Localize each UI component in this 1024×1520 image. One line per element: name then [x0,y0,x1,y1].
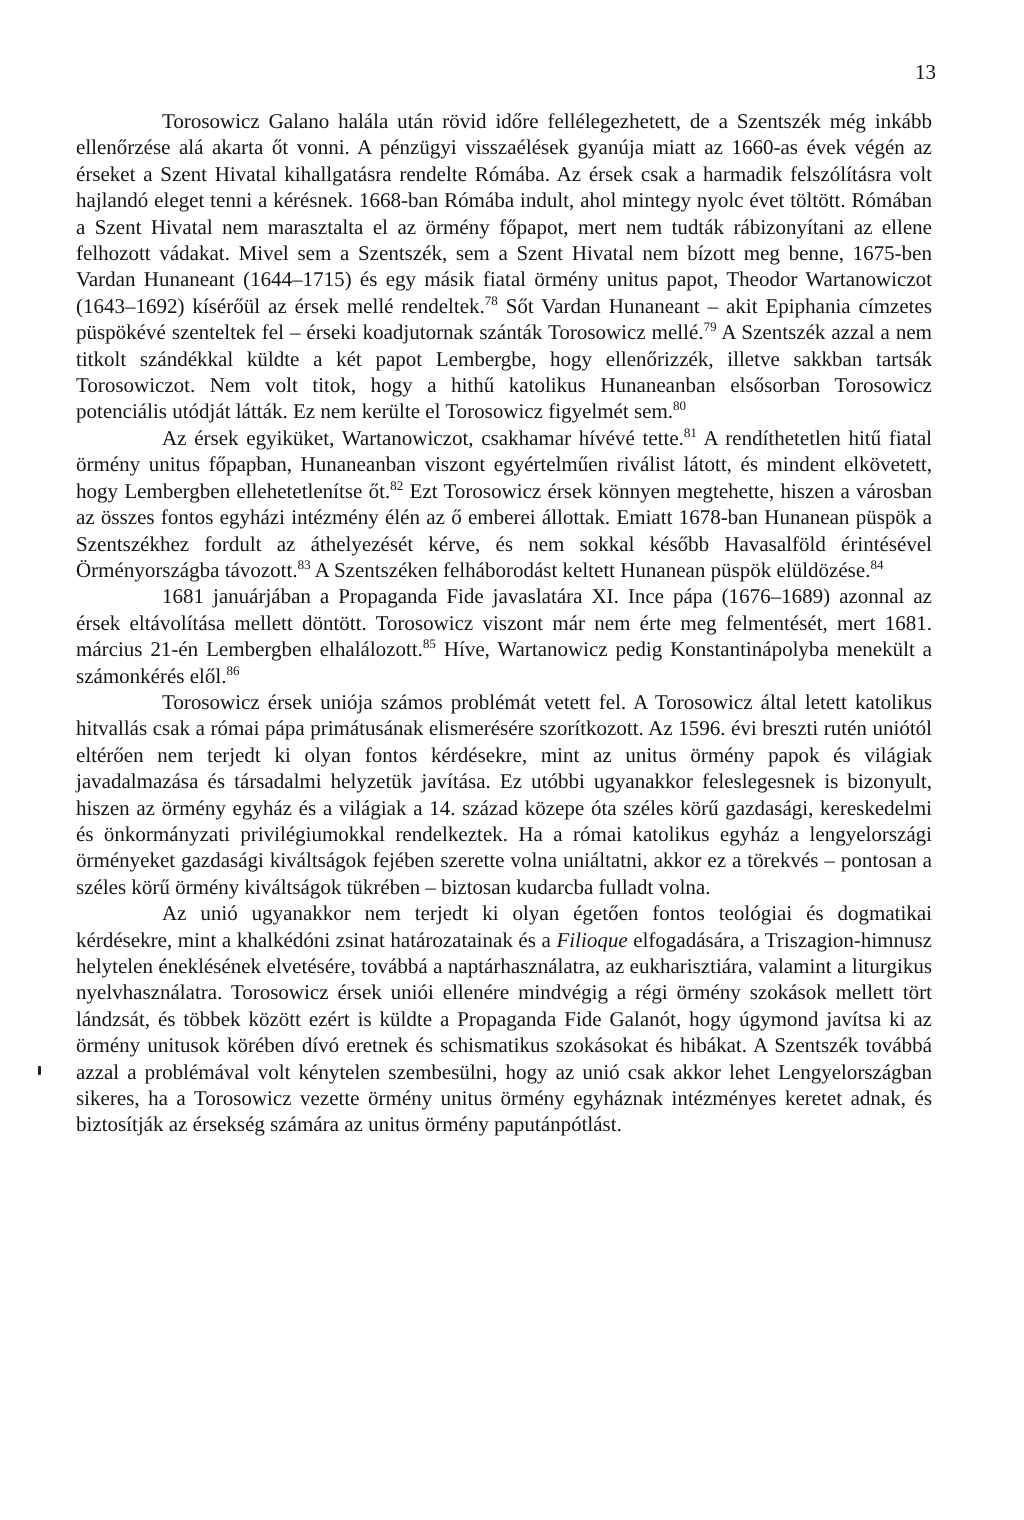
footnote-ref: 83 [297,556,311,572]
text-run: Ezt Torosowicz érsek könnyen megtehette, hiszen a városban az összes fontos egyházi intézmény élén az ő emberei állottak. Emiatt 1678-ban Hunanean püspök a Szentszékhez fordult az áthelyezését kérve, és nem sokkal később Havasalföld érintésével Örményországba távozott. [76,478,932,582]
paragraph [76,583,932,689]
text-run: Az unió ugyanakkor nem terjedt ki olyan égetően fontos teológiai és dogmatikai kérdésekre, mint a khalkédóni zsinat határozatainak és a [76,901,932,952]
paragraph [76,900,932,1138]
text-run: A Szentszéken felháborodást keltett Hunanean püspök elüldözése. [310,557,871,582]
paragraph [76,689,932,900]
footnote-ref: 80 [673,398,687,414]
scan-mark [38,1066,41,1075]
text-run: Híve, Wartanowicz pedig Konstantinápolyba menekült a számonkérés elől. [76,637,932,688]
text-run: A rendíthetetlen hitű fiatal örmény unitus főpapban, Hunaneanban viszont egyértelműen riválist látott, és mindent elkövetett, hogy Lembergben ellehetetlenítse őt. [76,425,932,503]
text-run: Torosowicz Galano halála után rövid időre fellélegezhetett, de a Szentszék még inkább ellenőrzése alá akarta őt vonni. A pénzügyi visszaélések gyanúja miatt az 1660-as évek végén az érseket a Szent Hivatal kihallgatásra rendelte Rómába. Az érsek csak a harmadik felszólításra volt hajlandó eleget tenni a kérésnek. 1668-ban Rómába indult, ahol mintegy nyolc évet töltött. Rómában a Szent Hivatal nem marasztalta el az örmény főpapot, mert nem tudták rábizonyítani az ellene felhozott vádakat. Mivel sem a Szentszék, sem a Szent Hivatal nem bízott meg benne, 1675-ben Vardan Hunaneant (1644–1715) és egy másik fiatal örmény unitus papot, Theodor Wartanowiczot (1643–1692) kísérőül az érsek mellé rendeltek. [76,109,932,318]
body-text [76,108,932,1138]
footnote-ref: 84 [870,556,884,572]
footnote-ref: 82 [390,477,404,493]
text-run: elfogadására, a Triszagion-himnusz helytelen éneklésének elvetésére, továbbá a naptárhasználatra, az eukharisztiára, valamint a liturgikus nyelvhasználatra. Torosowicz érsek uniói ellenére mindvégig a régi örmény szokások mellett tört lándzsát, és többek között ezért is küldte a Propaganda Fide Galanót, hogy úgymond javítsa ki az örmény unitusok körében dívó eretnek és schismatikus szokásokat és hibákat. A Szentszék továbbá azzal a problémával volt kénytelen szembesülni, hogy az unió csak akkor lehet Lengyelországban sikeres, ha a Torosowicz vezette örmény unitus örmény egyháznak intézményes keretet adnak, és biztosítják az érsekség számára az unitus örmény paputánpótlást. [76,927,932,1137]
paragraph [76,108,932,425]
footnote-ref: 86 [226,662,240,678]
footnote-ref: 78 [484,292,498,308]
text-run: Sőt Vardan Hunaneant – akit Epiphania címzetes püspökévé szenteltek fel – érseki koadjutornak szánták Torosowicz mellé. [76,293,932,345]
text-run: Az érsek egyiküket, Wartanowiczot, csakhamar hívévé tette. [162,425,684,450]
page-number: 13 [915,60,936,84]
text-run: 1681 januárjában a Propaganda Fide javaslatára XI. Ince pápa (1676–1689) azonnal az érsek eltávolítása mellett döntött. Torosowicz viszont már nem érte meg felmentését, mert 1681. március 21-én Lembergben elhalálozott. [76,584,932,662]
paragraph [76,425,932,583]
footnote-ref: 81 [683,424,697,440]
text-run: Torosowicz érsek uniója számos problémát vetett fel. A Torosowicz által letett katolikus hitvallás csak a római pápa primátusának elismerésére szorítkozott. Az 1596. évi breszti rutén uniótól eltérően nem terjedt ki olyan fontos kérdésekre, mint az unitus örmény papok és világiak javadalmazása és társadalmi helyzetük javítása. Ez utóbbi ugyanakkor feleslegesnek is bizonyult, hiszen az örmény egyház és a világiak a 14. század közepe óta széles körű gazdasági, kereskedelmi és önkormányzati privilégiumokkal rendelkeztek. Ha a római katolikus egyház a lengyelországi örményeket gazdasági kiváltságok fejében szerette volna uniáltatni, akkor ez a törekvés – pontosan a széles körű örmény kiváltságok tükrében – biztosan kudarcba fulladt volna. [76,689,932,899]
italic-term: Filioque [556,927,628,952]
footnote-ref: 79 [703,319,717,335]
footnote-ref: 85 [422,636,436,652]
text-run: A Szentszék azzal a nem titkolt szándékkal küldte a két papot Lembergbe, hogy ellenőrizzék, illetve sakkban tartsák Torosowiczot. Nem volt titok, hogy a hithű katolikus Hunaneanban elsősorban Torosowicz potenciális utódját látták. Ez nem kerülte el Torosowicz figyelmét sem. [76,320,932,424]
